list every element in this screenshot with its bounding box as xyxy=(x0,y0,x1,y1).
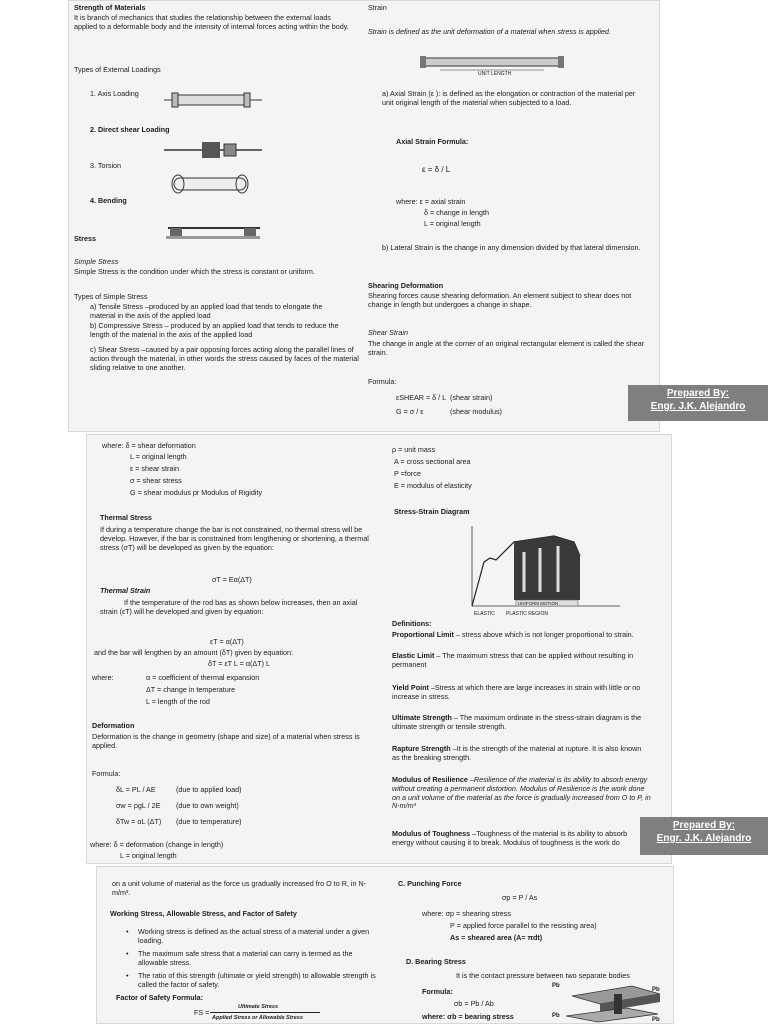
intro-text: It is branch of mechanics that studies the relationship between the external loads applied to a deformable body and the intensity of internal forces acting within the body. xyxy=(74,13,349,31)
axial-where-2: δ = change in length xyxy=(424,208,489,217)
where2-2: ΔT = change in temperature xyxy=(146,685,236,694)
unit-length-caption: UNIT LENGTH xyxy=(478,71,512,77)
fig-label-pb-3: Pb xyxy=(552,1013,560,1019)
fig-label-pb-4: Pb xyxy=(652,1017,660,1023)
shear-modulus-note: (shear modulus) xyxy=(450,407,502,416)
definitions-heading: Definitions: xyxy=(392,619,432,628)
def-modulus-resilience: Modulus of Resilience –Resilience of the material is its ability to absorb energy without creating a permanent distortion. Modulus of Resilience is the work done on a unit volume of the material as the force is gradually increased from O to P, in N-m/m³ xyxy=(392,775,651,811)
diagram-label-uniform: UNIFORM MOTION xyxy=(518,601,559,606)
def-elastic-limit: Elastic Limit – The maximum stress that can be applied without resulting in permanent xyxy=(392,651,634,669)
working-stress-heading: Working Stress, Allowable Stress, and Factor of Safety xyxy=(110,909,297,918)
note-temperature: (due to temperature) xyxy=(176,817,242,826)
def-modulus-toughness: Modulus of Toughness –Toughness of the material is its ability to absorb energy without causing it to break. Modulus of toughness is the work do xyxy=(392,829,628,847)
where-2: L = original length xyxy=(130,452,187,461)
fos-fraction-line xyxy=(210,1012,320,1013)
diagram-label-elastic: ELASTIC xyxy=(474,611,495,617)
fos-numerator: Ultimate Stress xyxy=(238,1004,279,1010)
right-top-2: A = cross sectional area xyxy=(394,457,471,466)
bearing-heading: D. Bearing Stress xyxy=(406,957,466,966)
right-top-1: ρ = unit mass xyxy=(392,445,436,454)
shearing-text: Shearing forces cause shearing deformation. An element subject to shear does not change in length but undergoes a change in shape. xyxy=(368,291,632,309)
thermal-strain-text: If the temperature of the rod bas as shown below increases, then an axial strain (εT) will he developed and given by equation: xyxy=(100,598,358,616)
stress-heading: Stress xyxy=(74,234,96,243)
author-name: Engr. J.K. Alejandro xyxy=(656,833,752,844)
shear-stress: c) Shear Stress –caused by a pair opposing forces acting along the parallel lines of action through the material, in other words the stress caused by faces of the material sliding relative to one another. xyxy=(90,345,359,372)
bar-length-text: and the bar will lengthen by an amount (δT) given by equation: xyxy=(94,648,293,657)
axial-formula-heading: Axial Strain Formula: xyxy=(396,137,469,146)
types-heading: Types of External Loadings xyxy=(74,65,161,74)
diagram-label-plastic: PLASTIC REGION xyxy=(506,611,548,617)
bearing-where: where: σb = bearing stress xyxy=(422,1012,514,1021)
page-1 xyxy=(68,0,660,432)
shear-strain-text: The change in angle at the corner of an original rectangular element is called the shear strain. xyxy=(368,339,645,357)
thermal-stress-text: If during a temperature change the bar is not constrained, no thermal stress will be develop. However, if the bar is constrained from lengthening or shortening, a thermal stress (σT) will be developed as given by the equation: xyxy=(100,525,369,552)
bullet-working-stress: Working stress is defined as the actual stress of a material under a given loading. xyxy=(138,927,370,945)
simple-stress-heading: Simple Stress xyxy=(74,257,119,266)
shear-strain-formula: εSHEAR = δ / L xyxy=(396,393,447,402)
bearing-formula-heading: Formula: xyxy=(422,987,453,996)
punching-heading: C. Punching Force xyxy=(398,879,462,888)
thermal-strain-eq: εT = α(ΔT) xyxy=(210,637,244,646)
loading-figures xyxy=(164,86,264,242)
where-4: σ = shear stress xyxy=(130,476,182,485)
prepared-by-badge-1 xyxy=(628,385,768,421)
thermal-stress-eq: σT = Eα(ΔT) xyxy=(212,575,252,584)
punching-where-1: where: σp = shearing stress xyxy=(422,909,511,918)
def-yield-point: Yield Point –Stress at which there are large increases in strain with little or no increase in stress. xyxy=(392,683,641,701)
tensile-stress: a) Tensile Stress –produced by an applied load that tends to elongate the material in the axis of the applied load xyxy=(90,302,323,320)
thermal-stress-heading: Thermal Stress xyxy=(100,513,152,522)
prepared-by-label: Prepared By: xyxy=(666,388,730,399)
note-own-weight: (due to own weight) xyxy=(176,801,239,810)
page-3 xyxy=(96,866,674,1024)
where-label: where: xyxy=(92,673,114,682)
bar-length-eq: δT = εT L = α(ΔT) L xyxy=(208,659,270,668)
bullet-icon: • xyxy=(126,971,129,980)
deformation-text: Deformation is the change in geometry (shape and size) of a material when stress is applied. xyxy=(92,732,360,750)
bullet-icon: • xyxy=(126,927,129,936)
continuation-text: on a unit volume of material as the force us gradually increased fro O to R, in N-m/m³. xyxy=(112,879,367,897)
shearing-heading: Shearing Deformation xyxy=(368,281,444,290)
bending-figure xyxy=(166,228,260,239)
def-ultimate-strength: Ultimate Strength – The maximum ordinate in the stress-strain diagram is the ultimate strength or tensile strength. xyxy=(392,713,642,731)
axial-loading-figure xyxy=(164,93,262,107)
where-3: ε = shear strain xyxy=(130,464,179,473)
compressive-stress: b) Compressive Stress – produced by an applied load that tends to reduce the length of the material in the axis of the applied load xyxy=(90,321,339,339)
title: Strength of Materials xyxy=(74,3,146,12)
bullet-allowable-stress: The maximum safe stress that a material can carry is termed as the allowable stress. xyxy=(138,949,353,967)
author-name: Engr. J.K. Alejandro xyxy=(650,401,746,412)
lateral-strain-def: b) Lateral Strain is the change in any dimension divided by that lateral dimension. xyxy=(382,243,641,252)
loading-torsion: 3. Torsion xyxy=(90,161,122,170)
where-1: where: δ = shear deformation xyxy=(102,441,196,450)
where2-3: L = length of the rod xyxy=(146,697,210,706)
punching-where-2: P = applied force parallel to the resisting area) xyxy=(450,921,597,930)
prepared-by-label: Prepared By: xyxy=(672,820,736,831)
strain-def: Strain is defined as the unit deformation of a material when stress is applied. xyxy=(368,27,611,36)
fig-label-pb-1: Pb xyxy=(552,983,560,989)
where-5: G = shear modulus pr Modulus of Rigidity xyxy=(130,488,263,497)
punching-where-3: As = sheared area (A= πdt) xyxy=(450,933,543,942)
bullet-factor-of-safety: The ratio of this strength (ultimate or yield strength) to allowable strength is called the factor of safety. xyxy=(138,971,376,989)
shear-modulus-formula: G = σ / ε xyxy=(396,407,424,416)
axial-where-3: L = original length xyxy=(424,219,481,228)
where3-2: L = original length xyxy=(120,851,177,860)
note-applied-load: (due to applied load) xyxy=(176,785,242,794)
right-top-3: P =force xyxy=(394,469,421,478)
shear-strain-heading: Shear Strain xyxy=(368,328,408,337)
types-simple-heading: Types of Simple Stress xyxy=(74,292,148,301)
torsion-figure xyxy=(172,175,248,193)
fos-lhs: FS = xyxy=(194,1008,210,1017)
deformation-heading: Deformation xyxy=(92,721,135,730)
thermal-strain-heading: Thermal Strain xyxy=(100,586,151,595)
where2-1: α = coefficient of thermal expansion xyxy=(146,673,260,682)
fig-label-pb-2: Pb xyxy=(652,987,660,993)
def-rupture-strength: Rapture Strength –It is the strength of the material at rupture. It is also known as the breaking strength. xyxy=(392,744,642,762)
formula-heading: Formula: xyxy=(368,377,397,386)
axial-strain-def: a) Axial Strain (ε ): is defined as the elongation or contraction of the material per unit original length of the material when subjected to a load. xyxy=(382,89,636,107)
fos-heading: Factor of Safety Formula: xyxy=(116,993,204,1002)
punching-eq: σp = P / As xyxy=(502,893,538,902)
stress-strain-heading: Stress-Strain Diagram xyxy=(394,507,470,516)
fos-denominator: Applied Stress or Allowable Stress xyxy=(212,1015,303,1021)
page-2 xyxy=(86,434,672,864)
def-proportional-limit: Proportional Limit – stress above which is not longer proportional to strain. xyxy=(392,630,634,639)
loading-shear: 2. Direct shear Loading xyxy=(90,125,170,134)
loading-axis: 1. Axis Loading xyxy=(90,89,139,98)
formula-applied-load: δL = PL / AE xyxy=(116,785,156,794)
strain-heading: Strain xyxy=(368,3,387,12)
right-top-4: E = modulus of elasticity xyxy=(394,481,472,490)
loading-bending: 4. Bending xyxy=(90,196,127,205)
formula-own-weight: σw = ρgL / 2E xyxy=(116,801,161,810)
shear-strain-note: (shear strain) xyxy=(450,393,493,402)
bullet-icon: • xyxy=(126,949,129,958)
deformation-formula-heading: Formula: xyxy=(92,769,121,778)
prepared-by-badge-2 xyxy=(640,817,768,855)
bearing-text: It is the contact pressure between two separate bodies xyxy=(456,971,630,980)
where3-1: where: δ = deformation (change in length) xyxy=(90,840,224,849)
axial-formula: ε = δ / L xyxy=(422,165,451,174)
simple-stress-def: Simple Stress is the condition under which the stress is constant or uniform. xyxy=(74,267,315,276)
formula-temperature: δTw = αL (ΔT) xyxy=(116,817,162,826)
direct-shear-figure xyxy=(164,142,262,158)
axial-where-1: where: ε = axial strain xyxy=(396,197,466,206)
bearing-eq: σb = Pb / Ab xyxy=(454,999,494,1008)
